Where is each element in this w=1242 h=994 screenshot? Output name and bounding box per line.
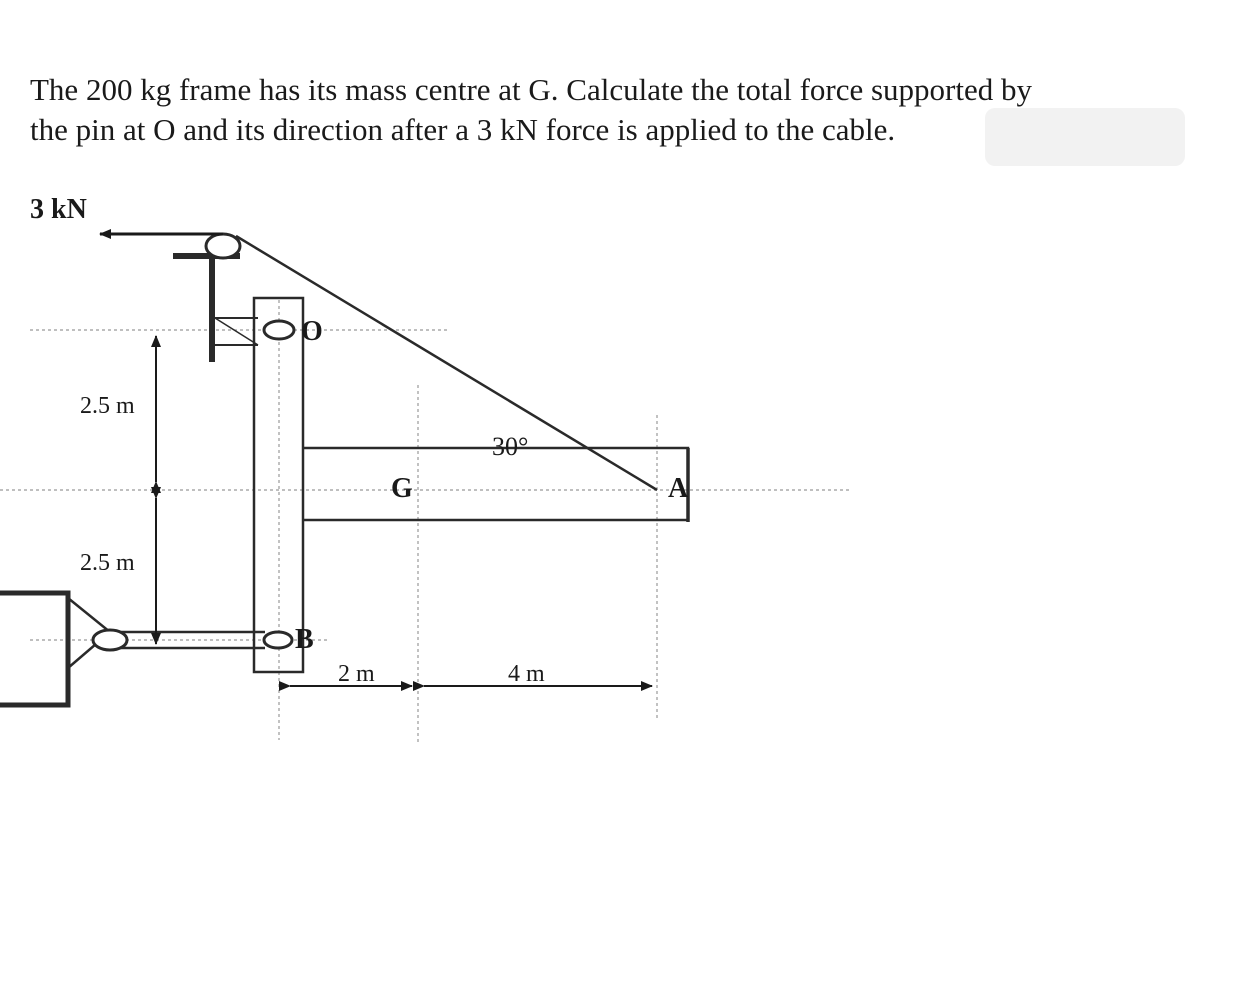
pin-wall [93, 630, 127, 650]
reference-lines [0, 300, 850, 745]
cable-diagonal [236, 236, 657, 490]
label-g: G [391, 473, 413, 504]
problem-line-1: The 200 kg frame has its mass centre at G. Calculate the total force supported by [30, 72, 1033, 107]
wall-support [0, 593, 265, 705]
dim-2m-label: 2 m [338, 661, 375, 687]
angle-label: 30° [492, 432, 529, 461]
label-b: B [295, 624, 314, 655]
label-a: A [668, 473, 689, 504]
dim-4m-label: 4 m [508, 661, 545, 687]
pulley-wheel [206, 234, 240, 258]
dim-lower-label: 2.5 m [80, 550, 135, 576]
label-o: O [301, 316, 323, 347]
pin-o [264, 321, 294, 339]
dim-upper-label: 2.5 m [80, 393, 135, 419]
force-label: 3 kN [30, 194, 87, 225]
pin-b [264, 632, 292, 648]
pulley-bracket [173, 256, 258, 362]
problem-line-2: the pin at O and its direction after a 3 kN force is applied to the cable. [30, 112, 896, 147]
